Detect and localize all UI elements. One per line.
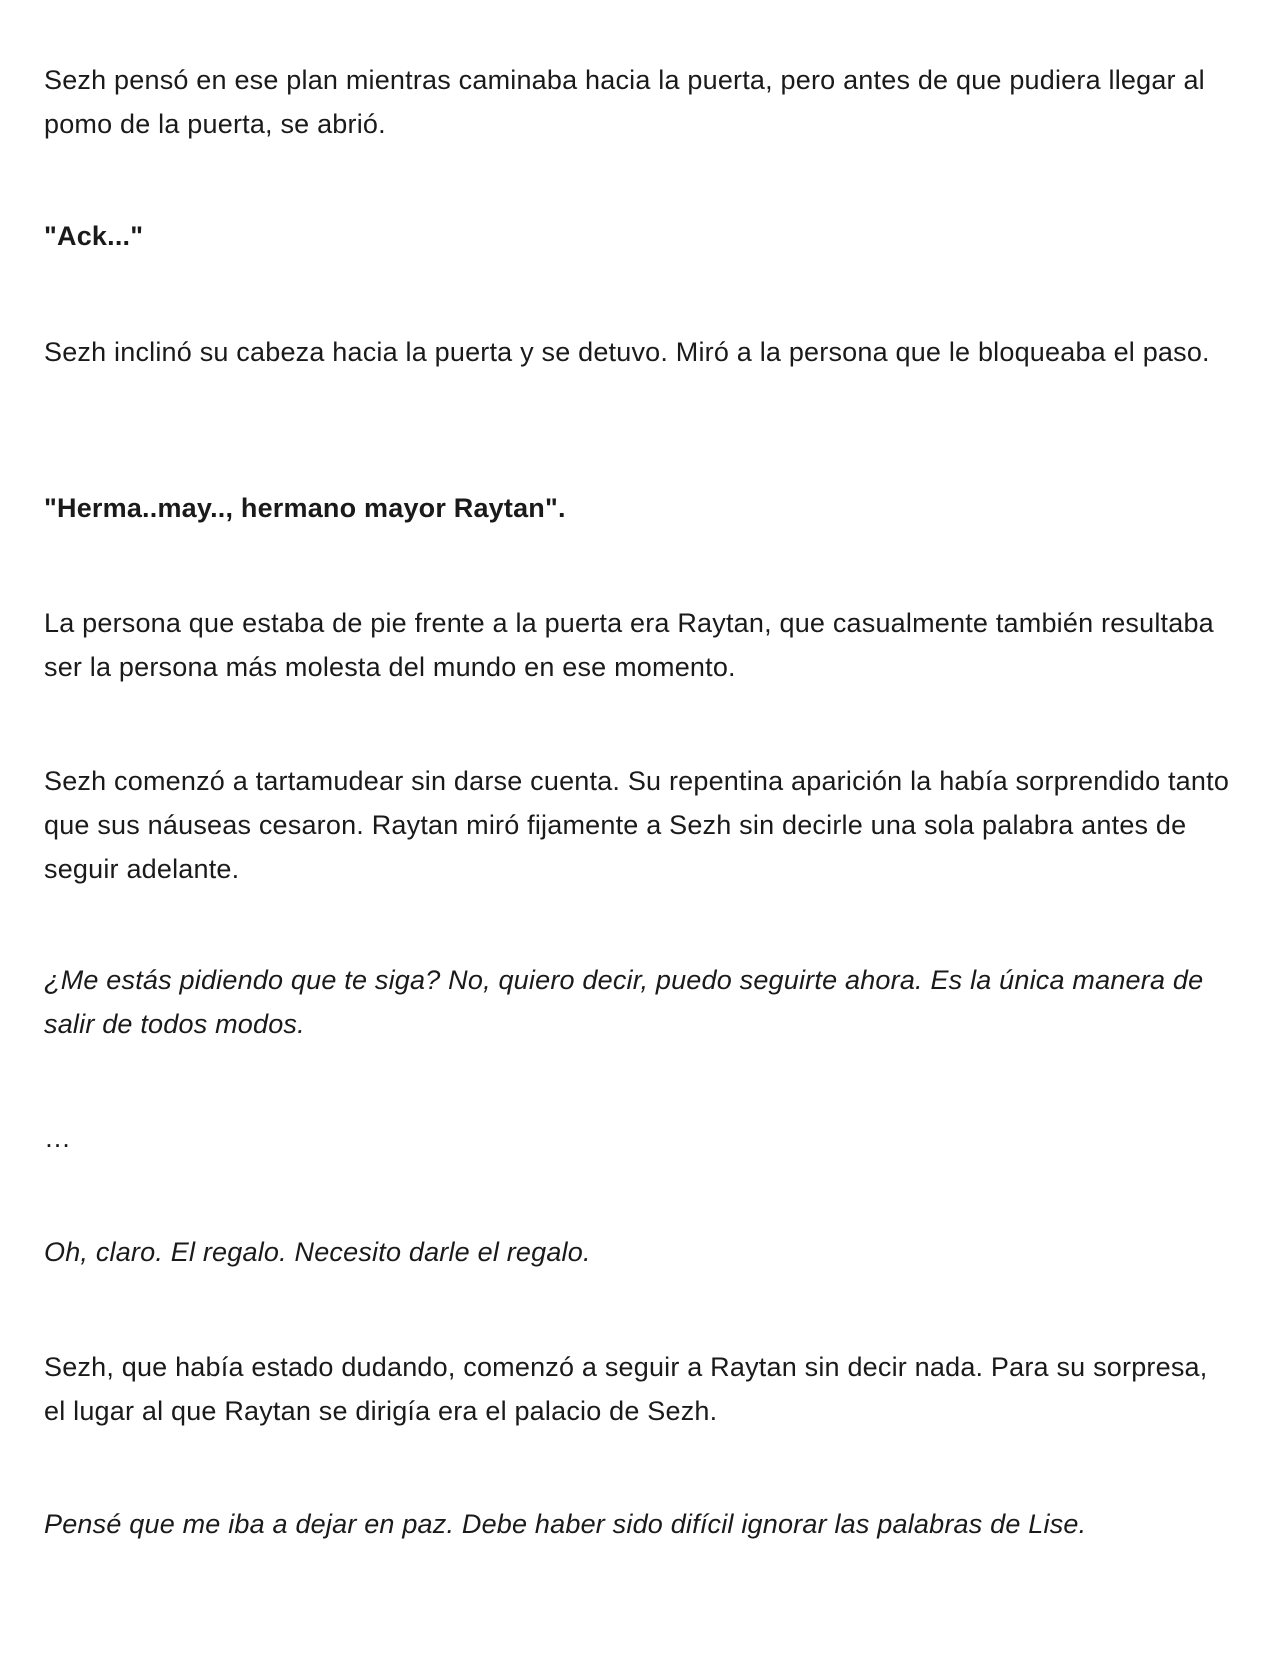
thought-2: Oh, claro. El regalo. Necesito darle el regalo. bbox=[44, 1237, 591, 1267]
paragraph-4: Sezh comenzó a tartamudear sin darse cuenta. Su repentina aparición la había sorprendido tanto que sus náuseas cesaron. Raytan miró fijamente a Sezh sin decirle una sola palabra antes de seguir adelante. bbox=[44, 766, 1230, 884]
thought-1: ¿Me estás pidiendo que te siga? No, quiero decir, puedo seguirte ahora. Es la única manera de salir de todos modos. bbox=[44, 965, 1204, 1039]
paragraph-1: Sezh pensó en ese plan mientras caminaba hacia la puerta, pero antes de que pudiera llegar al pomo de la puerta, se abrió. bbox=[44, 65, 1205, 139]
ellipsis: … bbox=[44, 1123, 72, 1153]
paragraph-2: Sezh inclinó su cabeza hacia la puerta y se detuvo. Miró a la persona que le bloqueaba el paso. bbox=[44, 337, 1210, 367]
dialogue-ack: "Ack..." bbox=[44, 221, 144, 251]
paragraph-5: Sezh, que había estado dudando, comenzó a seguir a Raytan sin decir nada. Para su sorpresa, el lugar al que Raytan se dirigía era el palacio de Sezh. bbox=[44, 1352, 1208, 1426]
thought-3: Pensé que me iba a dejar en paz. Debe haber sido difícil ignorar las palabras de Lise. bbox=[44, 1509, 1087, 1539]
dialogue-hermano: "Herma..may.., hermano mayor Raytan". bbox=[44, 493, 566, 523]
paragraph-3: La persona que estaba de pie frente a la puerta era Raytan, que casualmente también resultaba ser la persona más molesta del mundo en ese momento. bbox=[44, 608, 1214, 682]
